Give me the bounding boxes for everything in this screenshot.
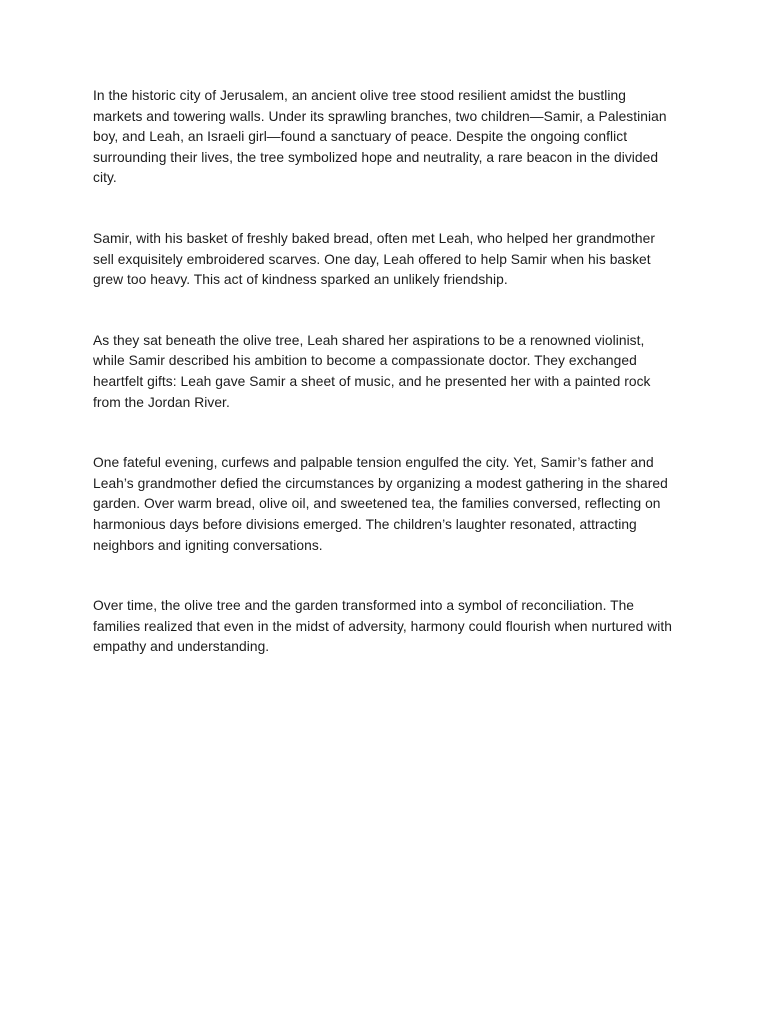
paragraph-5: Over time, the olive tree and the garden transformed into a symbol of reconciliation. The families realized that even in the midst of adversity, harmony could flourish when nurtured with empathy and understanding. — [93, 598, 672, 655]
paragraph-1: In the historic city of Jerusalem, an ancient olive tree stood resilient amidst the bustling markets and towering walls. Under its sprawling branches, two children—Samir, a Palestinian boy, and Leah, an Israeli girl—found a sanctuary of peace. Despite the ongoing conflict surrounding their lives, the tree symbolized hope and neutrality, a rare beacon in the divided city. — [93, 88, 667, 186]
paragraph-3: As they sat beneath the olive tree, Leah shared her aspirations to be a renowned violinist, while Samir described his ambition to become a compassionate doctor. They exchanged heartfelt gifts: Leah gave Samir a sheet of music, and he presented her with a painted rock from the Jordan River. — [93, 332, 651, 410]
paragraph-4: One fateful evening, curfews and palpable tension engulfed the city. Yet, Samir’s father and Leah’s grandmother defied the circumstances by organizing a modest gathering in the shared garden. Over warm bread, olive oil, and sweetened tea, the families conversed, reflecting on harmonious days before divisions emerged. The children’s laughter resonated, attracting neighbors and igniting conversations. — [93, 455, 668, 553]
paragraph-2: Samir, with his basket of freshly baked bread, often met Leah, who helped her grandmother sell exquisitely embroidered scarves. One day, Leah offered to help Samir when his basket grew too heavy. This act of kindness sparked an unlikely friendship. — [93, 230, 656, 288]
document-body — [93, 86, 675, 658]
